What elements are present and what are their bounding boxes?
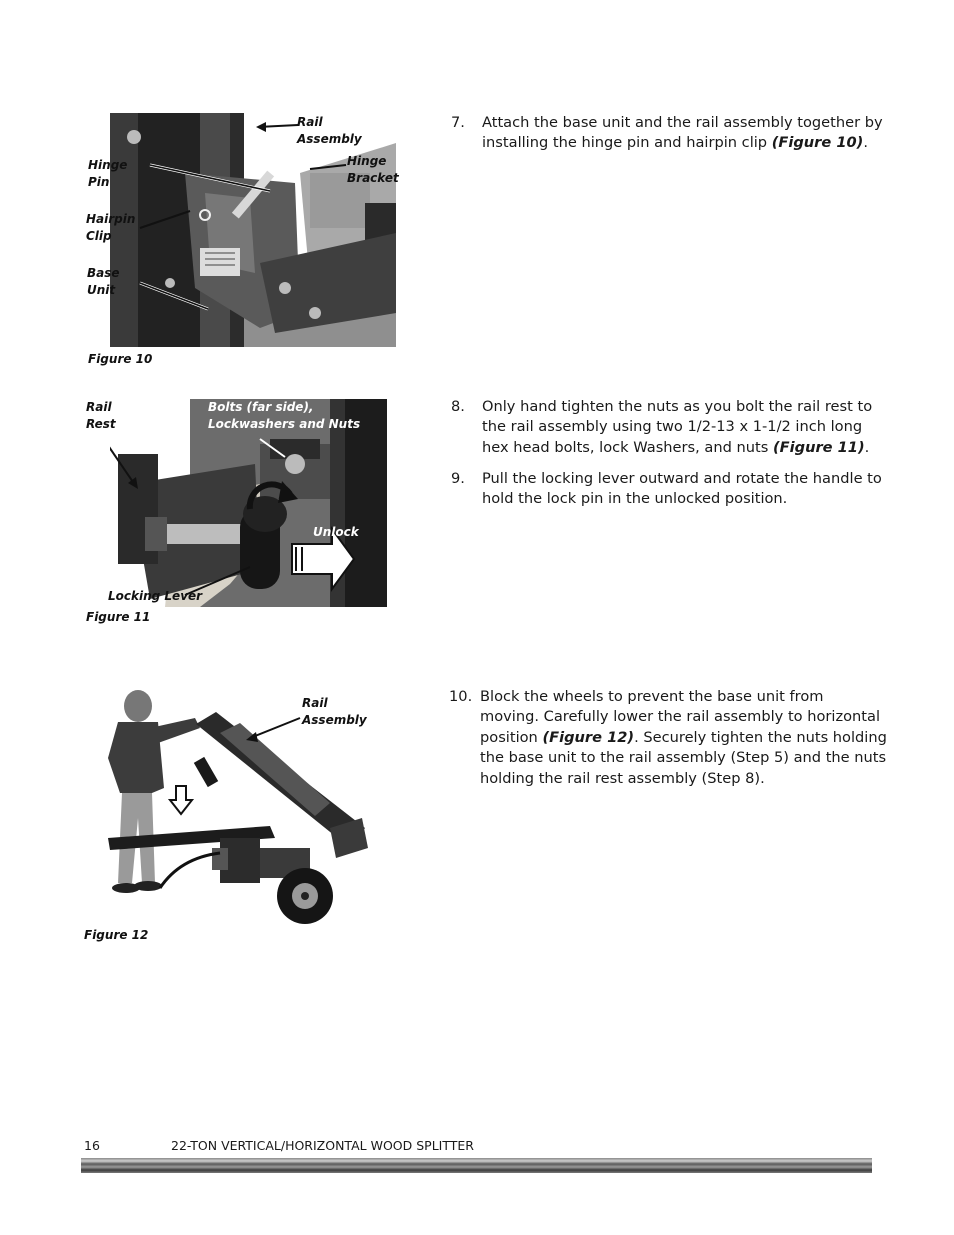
label-hinge-pin: Hinge Pin [88,158,128,189]
step-text-part: Pull the locking lever outward and rotate the handle to hold the lock pin in the unlocked position. [482,470,882,508]
figure-10-photo [110,113,396,347]
footer-title: 22-TON VERTICAL/HORIZONTAL WOOD SPLITTER [171,1138,474,1153]
step-text-part: Attach the base unit and the rail assembly together by installing the hinge pin and hairpin clip [482,114,883,152]
step-text-part: . [863,134,868,152]
figure-reference: (Figure 10) [771,134,864,152]
step-number: 7. [451,114,465,131]
figure-reference: (Figure 11) [772,438,865,456]
figure-10-illustration [110,113,396,347]
step-text-part: Block the wheels to prevent the base unit from moving. Carefully lower the rail assembly to horizontal position [480,688,881,746]
step-text-part: . Securely tighten the nuts holding the base unit to the rail assembly (Step 5) and the nuts holding the rail rest assembly (Step 8). [480,728,887,787]
label-rail-assembly-fig10: Rail Assembly [297,115,362,146]
step-number: 9. [451,470,465,487]
footer-rule [81,1158,872,1173]
step-text-part: . [864,438,870,456]
label-rail-rest: Rail Rest [86,400,116,431]
label-rail-assembly-fig12: Rail Assembly [302,696,367,727]
page-number: 16 [84,1138,100,1153]
figure-12-caption: Figure 12 [84,928,149,942]
figure-reference: (Figure 12) [542,728,635,746]
label-base-unit: Base Unit [87,266,120,297]
label-hinge-bracket: Hinge Bracket [347,154,399,185]
label-locking-lever: Locking Lever [108,589,203,603]
step-text-part: Only hand tighten the nuts as you bolt the rail rest to the rail assembly using two 1/2-13 x 1-1/2 inch long hex head bolts, lock Washers, and nuts [482,398,873,456]
step-text [482,397,872,458]
figure-10-caption: Figure 10 [88,352,153,366]
step-number: 8. [451,398,465,415]
step-text [482,469,882,510]
label-bolts-lockwashers-nuts: Bolts (far side), Lockwashers and Nuts [208,400,361,431]
label-hairpin-clip: Hairpin Clip [86,212,136,243]
step-number: 10. [449,688,473,705]
label-unlock: Unlock [313,525,359,539]
step-text [480,687,887,789]
figure-11-caption: Figure 11 [86,610,151,624]
step-text [482,113,883,154]
